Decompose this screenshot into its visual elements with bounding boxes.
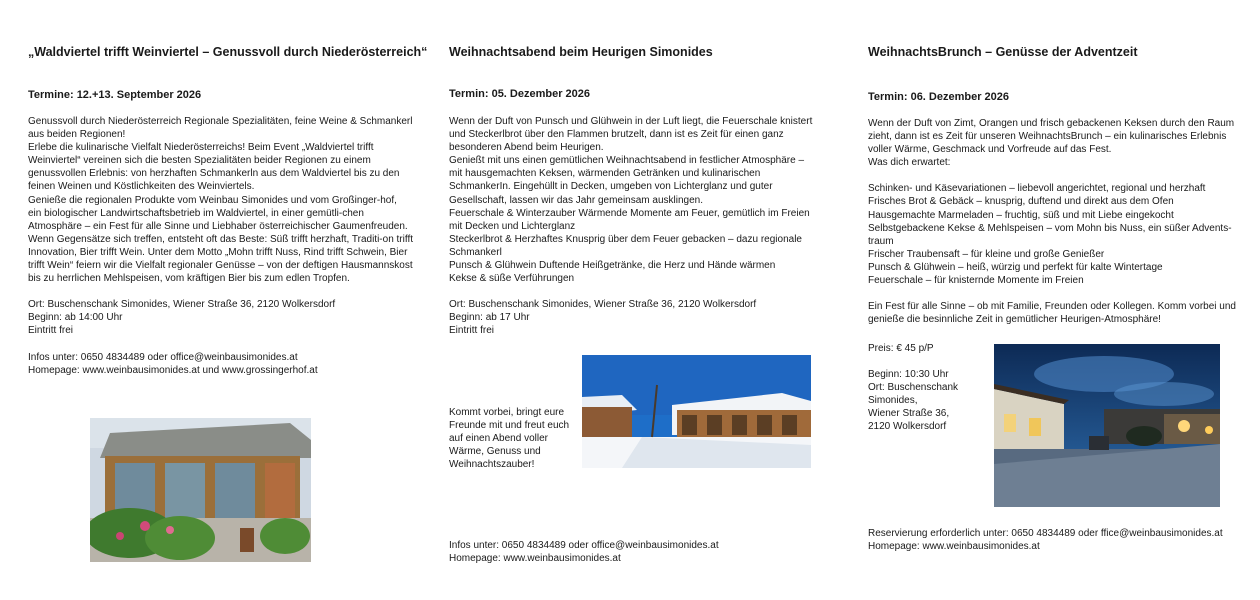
- menu-item: Hausgemachte Marmeladen – fruchtig, süß und mit Liebe eingekocht: [868, 209, 1174, 221]
- event-description: [28, 115, 413, 377]
- contact-block: [868, 527, 1248, 553]
- event-details: [868, 342, 988, 434]
- invitation-caption: Kommt vorbei, bringt eure Freunde mit und freut euch auf einen Abend voller Wärme, Genuss und Weihnachtszauber!: [449, 407, 570, 471]
- paragraph: Genieße die regionalen Produkte vom Weinbau Simonides und vom Großinger-hof, ein biologischer Landwirtschaftsbetrieb im Waldviertel, in einer gemütli-chen Atmosphäre – ein Fest für alle Sinne und Liebhaber österreichischer Gaumenfreuden.: [28, 194, 408, 232]
- location-line: Simonides,: [868, 395, 918, 407]
- homepage: Homepage: www.weinbausimonides.at und www.grossingerhof.at: [28, 364, 318, 376]
- photo-winter-heuriger: [582, 355, 811, 468]
- paragraph: Wenn der Duft von Zimt, Orangen und frisch gebackenen Keksen durch den Raum zieht, dann ist es Zeit für unseren WeihnachtsBrunch – ein kulinarisches Erlebnis voller Wärme, Geschmack und Vorfreude auf das Fest.: [868, 118, 1235, 156]
- event-description: [868, 117, 1238, 326]
- photo-heuriger-garden: [90, 418, 311, 562]
- admission: Eintritt frei: [449, 325, 495, 337]
- menu-item: Schinken- und Käsevariationen – liebevoll angerichtet, regional und herzhaft: [868, 183, 1206, 195]
- event-title: „Waldviertel trifft Weinviertel – Genussvoll durch Niederösterreich“: [28, 45, 428, 59]
- menu-item: Frisches Brot & Gebäck – knusprig, duftend und direkt aus dem Ofen: [868, 196, 1174, 208]
- event-title: Weihnachtsabend beim Heurigen Simonides: [449, 45, 713, 59]
- photo-courtyard-night: [994, 344, 1220, 507]
- homepage: Homepage: www.weinbausimonides.at: [449, 553, 621, 565]
- paragraph: Kekse & süße Verführungen: [449, 273, 575, 285]
- contact-block: [449, 539, 817, 565]
- info-contact: Infos unter: 0650 4834489 oder office@weinbausimonides.at: [28, 351, 298, 363]
- location-line: 2120 Wolkersdorf: [868, 421, 947, 433]
- paragraph: Wenn Gegensätze sich treffen, entsteht oft das Beste: Süß trifft herzhaft, Traditi-on trifft Innovation, Bier trifft Wein. Unter dem Motto „Mohn trifft Nuss, Rind trifft Schwein, Bier trifft Wein“ feiern wir die Vielfalt regionaler Genüsse – von der deftigen Hausmannskost bis zu herrlichen Mehlspeisen, vom kräftigen Bier bis zum edlen Tropfen.: [28, 233, 414, 285]
- reservation-contact: Reservierung erforderlich unter: 0650 4834489 oder ffice@weinbausimonides.at: [868, 528, 1223, 539]
- menu-item: Feuerschale – für knisternde Momente im Freien: [868, 275, 1084, 287]
- location-line: Ort: Buschenschank: [868, 382, 959, 394]
- paragraph: Erlebe die kulinarische Vielfalt Niederösterreichs! Beim Event „Waldviertel trifft Weinviertel“ vereinen sich die besten Spezialitäten beider Regionen zu einem genussvollen Erlebnis: von herzhaften Schmankerln aus dem Waldviertel bis zu den feinen Weinen und Köstlichkeiten des Weinviertels.: [28, 142, 400, 193]
- start-time: Beginn: ab 17 Uhr: [449, 312, 530, 324]
- menu-item: Punsch & Glühwein – heiß, würzig und perfekt für kalte Wintertage: [868, 261, 1163, 273]
- start-time: Beginn: 10:30 Uhr: [868, 369, 949, 381]
- start-time: Beginn: ab 14:00 Uhr: [28, 312, 123, 324]
- paragraph: Steckerlbrot & Herzhaftes Knusprig über dem Feuer gebacken – dazu regionale Schmankerl: [449, 233, 802, 258]
- location-line: Wiener Straße 36,: [868, 408, 950, 420]
- event-date: Termin: 05. Dezember 2026: [449, 88, 591, 100]
- paragraph: Feuerschale & Winterzauber Wärmende Momente am Feuer, gemütlich im Freien mit Decken und Lichterglanz: [449, 207, 810, 232]
- paragraph: Was dich erwartet:: [868, 157, 951, 169]
- paragraph: Punsch & Glühwein Duftende Heißgetränke, die Herz und Hände wärmen: [449, 260, 776, 272]
- menu-item: Selbstgebackene Kekse & Mehlspeisen – vom Mohn bis Nuss, ein süßer Advents-traum: [868, 222, 1232, 247]
- location: Ort: Buschenschank Simonides, Wiener Straße 36, 2120 Wolkersdorf: [449, 299, 757, 311]
- paragraph: Genussvoll durch Niederösterreich Regionale Spezialitäten, feine Weine & Schmankerl aus beiden Regionen!: [28, 116, 413, 141]
- paragraph: Genießt mit uns einen gemütlichen Weihnachtsabend in festlicher Atmosphäre – mit hausgemachten Keksen, wärmenden Getränken und kulinarischen SchmankerIn. Eingehüllt in Decken, umgeben von Lichterglanz und guter Gesellschaft, lassen wir das Jahr gemeinsam ausklingen.: [449, 155, 805, 206]
- event-date: Termin: 06. Dezember 2026: [868, 91, 1010, 103]
- admission: Eintritt frei: [28, 325, 74, 337]
- event-title: WeihnachtsBrunch – Genüsse der Adventzeit: [868, 45, 1138, 59]
- paragraph: Wenn der Duft von Punsch und Glühwein in der Luft liegt, die Feuerschale knistert und Steckerlbrot über den Flammen brutzelt, dann ist es Zeit für einen ganz besonderen Abend beim Heurigen.: [449, 116, 813, 154]
- closing-text: Ein Fest für alle Sinne – ob mit Familie, Freunden oder Kollegen. Komm vorbei und genieße die besinnliche Zeit in gemütlicher Heurigen-Atmosphäre!: [868, 301, 1236, 326]
- event-date: Termine: 12.+13. September 2026: [28, 89, 202, 101]
- info-contact: Infos unter: 0650 4834489 oder office@weinbausimonides.at: [449, 540, 719, 551]
- homepage: Homepage: www.weinbausimonides.at: [868, 541, 1040, 553]
- menu-item: Frischer Traubensaft – für kleine und große Genießer: [868, 248, 1105, 260]
- price: Preis: € 45 p/P: [868, 343, 934, 354]
- location: Ort: Buschenschank Simonides, Wiener Straße 36, 2120 Wolkersdorf: [28, 299, 336, 311]
- event-description: [449, 115, 817, 338]
